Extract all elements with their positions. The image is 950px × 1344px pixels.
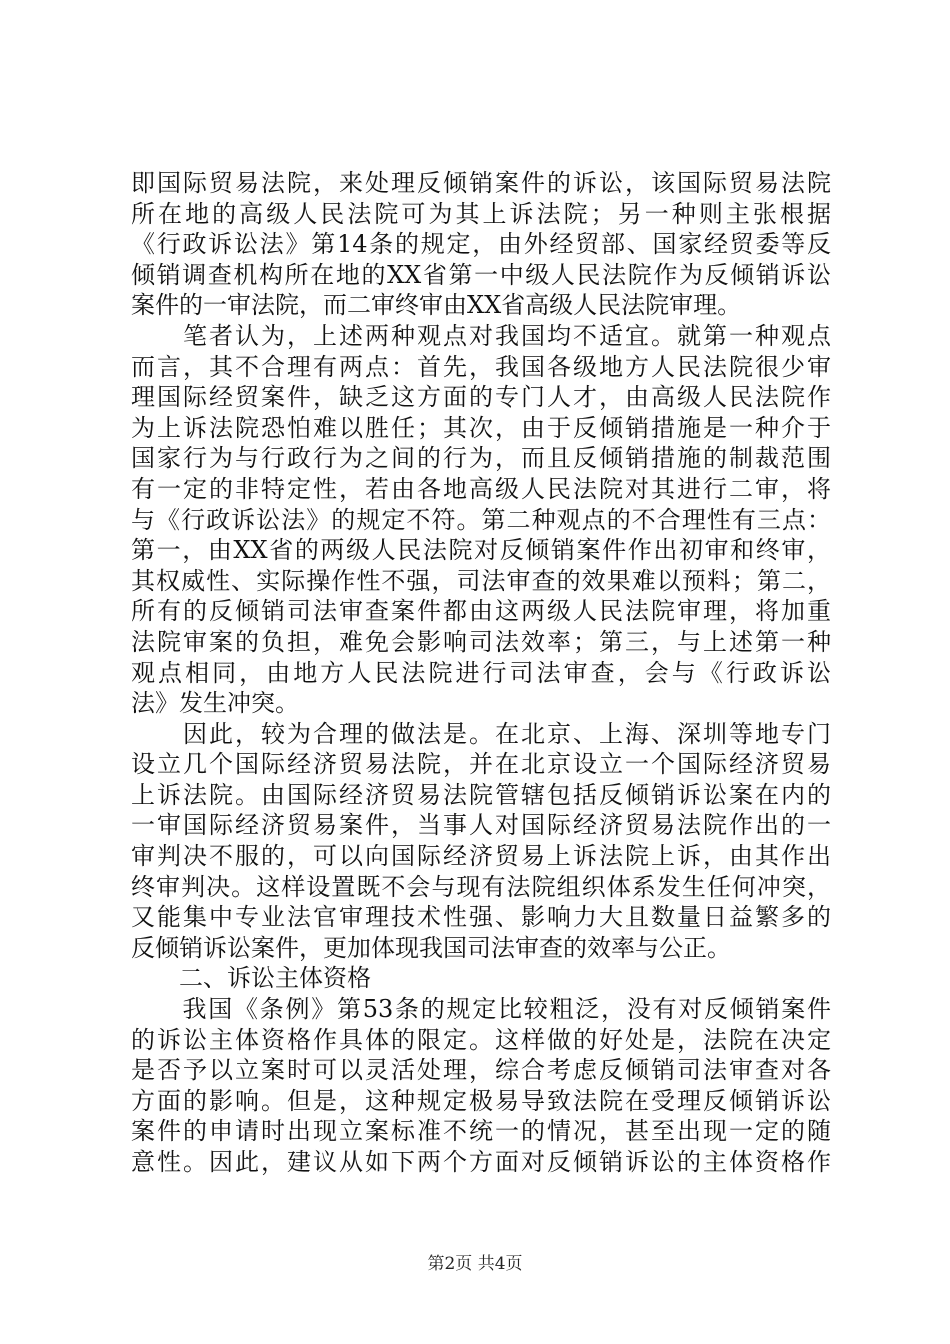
text-line: 的诉讼主体资格作具体的限定。这样做的好处是，法院在决定 bbox=[131, 1025, 831, 1054]
text-line: 法》发生冲突。 bbox=[131, 689, 299, 718]
text-line: 案件的一审法院，而二审终审由XX省高级人民法院审理。 bbox=[131, 291, 742, 320]
text-line: 法院审案的负担，难免会影响司法效率；第三，与上述第一种 bbox=[131, 627, 831, 656]
text-line: 所有的反倾销司法审查案件都由这两级人民法院审理，将加重 bbox=[131, 597, 831, 626]
text-line: 案件的申请时出现立案标准不统一的情况，甚至出现一定的随 bbox=[131, 1117, 831, 1146]
text-line: 倾销调查机构所在地的XX省第一中级人民法院作为反倾销诉讼 bbox=[131, 260, 831, 289]
text-line: 因此，较为合理的做法是。在北京、上海、深圳等地专门 bbox=[131, 719, 831, 748]
text-line: 我国《条例》第53条的规定比较粗泛，没有对反倾销案件 bbox=[131, 995, 831, 1024]
text-line: 《行政诉讼法》第14条的规定，由外经贸部、国家经贸委等反 bbox=[131, 230, 831, 259]
text-line: 与《行政诉讼法》的规定不符。第二种观点的不合理性有三点： bbox=[131, 505, 831, 534]
text-line: 即国际贸易法院，来处理反倾销案件的诉讼，该国际贸易法院 bbox=[131, 169, 831, 197]
text-line: 理国际经贸案件，缺乏这方面的专门人才，由高级人民法院作 bbox=[131, 383, 831, 412]
text-line: 终审判决。这样设置既不会与现有法院组织体系发生任何冲突， bbox=[131, 872, 831, 901]
text-line: 方面的影响。但是，这种规定极易导致法院在受理反倾销诉讼 bbox=[131, 1086, 831, 1115]
text-line: 二、诉讼主体资格 bbox=[131, 964, 371, 993]
text-line: 反倾销诉讼案件，更加体现我国司法审查的效率与公正。 bbox=[131, 933, 731, 962]
text-line: 又能集中专业法官审理技术性强、影响力大且数量日益繁多的 bbox=[131, 903, 831, 932]
text-line: 审判决不服的，可以向国际经济贸易上诉法院上诉，由其作出 bbox=[131, 842, 831, 871]
text-line: 观点相同，由地方人民法院进行司法审查，会与《行政诉讼 bbox=[131, 658, 831, 687]
text-line: 是否予以立案时可以灵活处理，综合考虑反倾销司法审查对各 bbox=[131, 1056, 831, 1085]
text-line: 其权威性、实际操作性不强，司法审查的效果难以预料；第二， bbox=[131, 566, 831, 595]
text-line: 一审国际经济贸易案件，当事人对国际经济贸易法院作出的一 bbox=[131, 811, 831, 840]
text-line: 意性。因此，建议从如下两个方面对反倾销诉讼的主体资格作 bbox=[131, 1148, 831, 1176]
text-line: 笔者认为，上述两种观点对我国均不适宜。就第一种观点 bbox=[131, 321, 831, 350]
page-footer: 第2页 共4页 bbox=[427, 1254, 523, 1274]
text-line: 而言，其不合理有两点：首先，我国各级地方人民法院很少审 bbox=[131, 352, 831, 381]
body-text bbox=[131, 168, 831, 1178]
text-line: 所在地的高级人民法院可为其上诉法院；另一种则主张根据 bbox=[131, 199, 831, 228]
text-line: 上诉法院。由国际经济贸易法院管辖包括反倾销诉讼案在内的 bbox=[131, 780, 831, 809]
text-line: 有一定的非特定性，若由各地高级人民法院对其进行二审，将 bbox=[131, 474, 831, 503]
text-line: 第一，由XX省的两级人民法院对反倾销案件作出初审和终审， bbox=[131, 536, 831, 565]
text-line: 设立几个国际经济贸易法院，并在北京设立一个国际经济贸易 bbox=[131, 750, 831, 779]
text-line: 国家行为与行政行为之间的行为，而且反倾销措施的制裁范围 bbox=[131, 444, 831, 473]
text-line: 为上诉法院恐怕难以胜任；其次，由于反倾销措施是一种介于 bbox=[131, 413, 831, 442]
